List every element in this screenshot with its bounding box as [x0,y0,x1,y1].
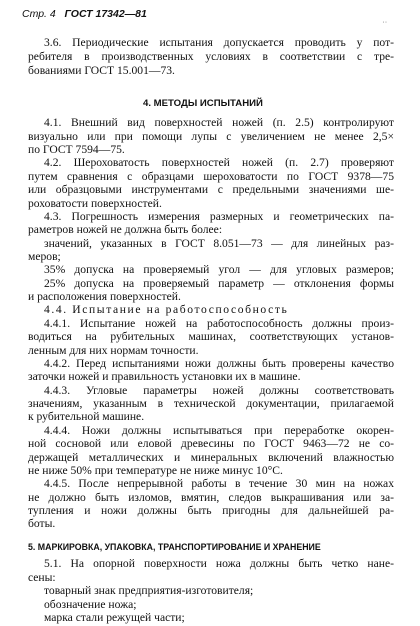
text-line: визуально или при помощи лупы с увеличением не менее 2,5× [28,129,394,143]
text-line: 25% допуска на проверяемый параметр — отклонения формы [44,276,394,290]
subsection-heading: 4.4. Испытание на работоспособность [44,303,289,317]
standard-code: ГОСТ 17342—81 [64,8,147,20]
section-heading: 5. МАРКИРОВКА, УПАКОВКА, ТРАНСПОРТИРОВАНИЕ И ХРАНЕНИЕ [28,542,321,553]
text-line: к рубительной машине. [28,410,145,424]
text-line: раметров ножей не должна быть более: [28,223,223,237]
text-line: значений, указанных в ГОСТ 8.051—73 — для линейных раз- [44,236,394,250]
text-line: 3.6. Периодические испытания допускается проводить у пот- [44,36,394,49]
text-line: 35% допуска на проверяемый угол — для угловых размеров; [44,263,394,277]
text-line: обозначение ножа; [44,597,137,611]
text-line: значениям, указанным в технической документации, прилагаемой [28,397,394,410]
text-line: ребителя в производственных условиях в соответствии с тре- [28,50,394,63]
text-line: водиться на рубительных машинах, соответствующих установ- [28,330,394,344]
text-line: по ГОСТ 7594—75. [28,143,125,156]
page-number: Стр. 4 [22,8,56,20]
text-line: не должно быть изломов, вмятин, следов выкрашивания или за- [28,490,394,504]
text-line: бованиями ГОСТ 15.001—73. [28,64,175,77]
text-line: 4.4.4. Ножи должны испытываться при переработке окорен- [44,423,394,437]
margin-mark: ˙˙ [382,20,388,29]
text-line: 5.1. На опорной поверхности ножа должны быть четко нане- [44,557,394,571]
text-line: 4.4.1. Испытание ножей на работоспособность должны произ- [44,316,394,330]
text-line: заточки ножей и правильность установки их в машине. [28,370,301,384]
text-line: держащей металлических и минеральных включений влажностью [28,450,394,464]
section-heading: 4. МЕТОДЫ ИСПЫТАНИЙ [143,98,263,109]
text-line: роховатости поверхностей. [28,196,162,210]
text-line: сены: [28,570,56,584]
text-line: ленным для них нормам точности. [28,343,199,357]
text-line: путем сравнения с образцами шероховатости по ГОСТ 9378—75 [28,169,394,183]
text-line: ной сосновой или еловой древесины по ГОСТ 9463—72 не со- [28,437,394,451]
text-line: меров; [28,249,61,263]
text-line: 4.2. Шероховатость поверхностей ножей (п. 2.7) проверяют [44,156,394,170]
text-line: и расположения поверхностей. [28,290,181,303]
text-line: не ниже 50% при температуре не ниже минус 10°С. [28,463,283,477]
text-line: марка стали режущей части; [44,610,185,624]
text-line: 4.4.2. Перед испытаниями ножи должны быть проверены качество [44,356,394,370]
text-line: 4.3. Погрешность измерения размерных и геометрических па- [44,209,394,223]
text-line: тупления и ножи должны быть пригодны для дальнейшей ра- [28,504,394,517]
text-line: боты. [28,517,56,531]
text-line: 4.4.5. После непрерывной работы в течение 30 мин на ножах [44,477,394,491]
page-header [22,8,147,20]
text-line: 4.1. Внешний вид поверхностей ножей (п. 2.5) контролируют [44,116,394,130]
text-line: товарный знак предприятия-изготовителя; [44,584,254,598]
text-line: или образцовыми инструментами с предельными значениями ше- [28,183,394,197]
text-line: 4.4.3. Угловые параметры ножей должны соответствовать [44,383,394,397]
